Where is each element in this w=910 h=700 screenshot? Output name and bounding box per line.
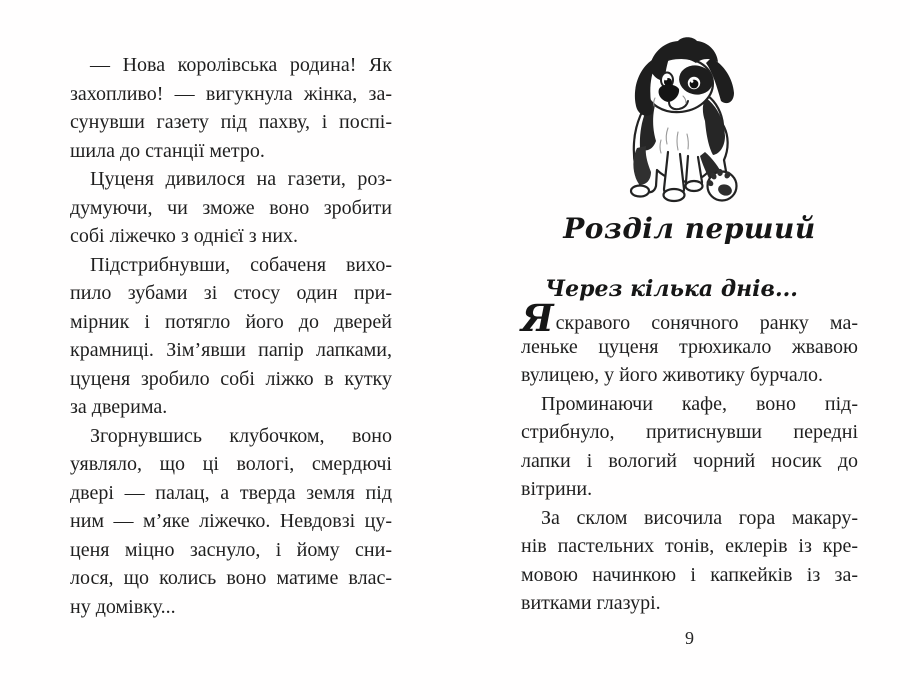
right-page-text <box>521 296 858 618</box>
text-line: лося, що колись воно матиме влас- <box>70 567 392 589</box>
text-line: мовою начинкою і капкейків із за- <box>521 563 858 586</box>
text-line: сунувши газету під пахву, і поспі- <box>70 111 392 133</box>
text-line: уявляло, що ці вологі, смердючі <box>70 453 392 475</box>
paragraph <box>521 390 858 504</box>
left-page-text <box>70 51 392 621</box>
drop-cap: Я <box>521 296 554 340</box>
text-line: крамниці. Зім’явши папір лапками, <box>70 339 392 361</box>
paragraph <box>70 51 392 165</box>
text-line: стрибнуло, притиснувши передні <box>521 421 858 443</box>
puppy-head <box>635 37 734 116</box>
text-line: ну домівку... <box>70 595 176 618</box>
text-line: лапки і вологий чорний носик до <box>521 449 858 472</box>
puppy-sketch-svg <box>621 36 753 208</box>
text-line: вулицею, у його животику бурчало. <box>521 364 823 386</box>
page-number: 9 <box>685 628 694 648</box>
right-page <box>521 0 858 700</box>
paragraph <box>521 504 858 618</box>
text-line: цуценя зробило собі ліжко в кутку <box>70 367 392 390</box>
puppy-hind-foot <box>631 186 649 197</box>
text-line: думуючи, чи зможе воно зробити <box>70 196 392 219</box>
text-line: шила до станції метро. <box>70 139 265 162</box>
text-line: ним — м’яке ліжечко. Невдовзі цу- <box>70 510 392 532</box>
text-line: двері — палац, а тверда земля під <box>70 481 392 504</box>
paragraph <box>70 422 392 622</box>
text-line: витками глазурі. <box>521 592 661 614</box>
text-line: Підстрибнувши, собаченя вихо- <box>90 253 392 276</box>
text-line: ценя міцно заснуло, і йому сни- <box>70 538 392 561</box>
text-line: пило зубами зі стосу один при- <box>70 282 392 304</box>
text-line: собі ліжечко з однієї з них. <box>70 225 299 247</box>
text-line: вітрини. <box>521 478 593 500</box>
paragraph <box>70 251 392 422</box>
text-line: Яскравого сонячного ранку ма- <box>521 296 858 340</box>
text-line: за дверима. <box>70 396 168 418</box>
paragraph <box>70 165 392 251</box>
intro-script-line: Через кілька днів... <box>545 276 798 302</box>
text-line: За склом височила гора макару- <box>541 506 858 529</box>
text-line: нів пастельних тонів, еклерів із кре- <box>521 535 858 557</box>
text-line: — Нова королівська родина! Як <box>90 54 392 76</box>
text-line: Цуценя дивилося на газети, роз- <box>90 168 392 190</box>
text-line: Проминаючи кафе, воно під- <box>541 392 858 415</box>
chapter-title: Розділ перший <box>563 212 816 245</box>
left-page <box>70 0 392 700</box>
text-line: Згорнувшись клубочком, воно <box>90 424 392 447</box>
text-line: леньке цуценя трюхикало жвавою <box>521 335 858 358</box>
text-line: мірник і потягло його до дверей <box>70 310 392 333</box>
text-line: захопливо! — вигукнула жінка, за- <box>70 82 392 105</box>
paragraph <box>521 296 858 390</box>
puppy-illustration <box>621 36 753 208</box>
